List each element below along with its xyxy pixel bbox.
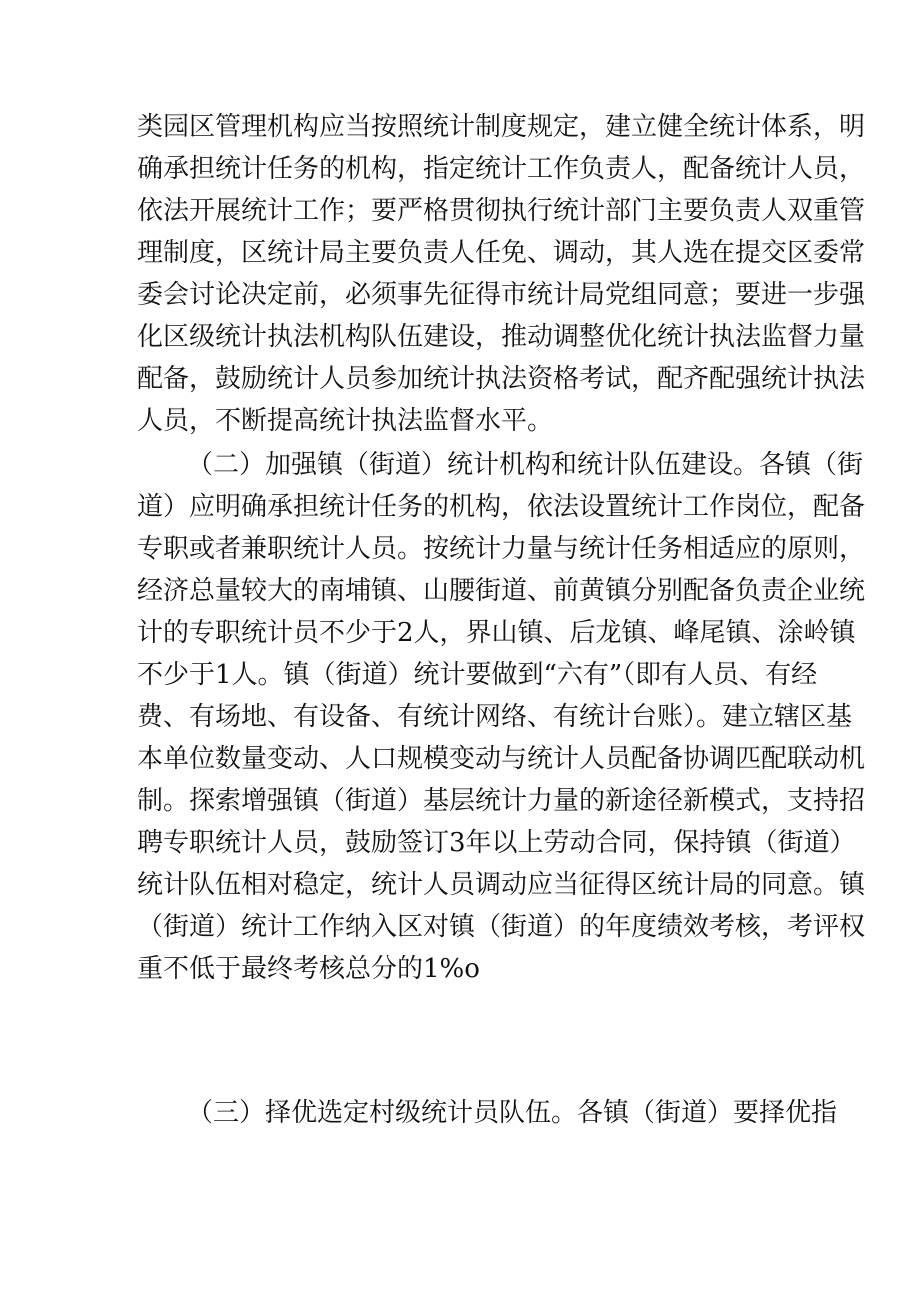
text-line: 确承担统计任务的机构，指定统计工作负责人，配备统计人员， <box>137 154 866 184</box>
text-line: 人员，不断提高统计执法监督水平。 <box>137 406 554 436</box>
text-line: 计的专职统计员不少于2人，界山镇、后龙镇、峰尾镇、涂岭镇 <box>137 618 856 648</box>
text-line: 不少于1人。镇（街道）统计要做到“六有”（即有人员、有经 <box>137 660 818 690</box>
paragraph-heading-line: （二）加强镇（街道）统计机构和统计队伍建设。各镇（街 <box>187 450 864 480</box>
text-line: 聘专职统计人员，鼓励签订3年以上劳动合同，保持镇（街道） <box>137 828 856 858</box>
text-line: 专职或者兼职统计人员。按统计力量与统计任务相适应的原则， <box>137 534 866 564</box>
text-line: 制。探索增强镇（街道）基层统计力量的新途径新模式，支持招 <box>137 786 866 816</box>
text-line: 道）应明确承担统计任务的机构，依法设置统计工作岗位，配备 <box>137 492 866 522</box>
text-line: 经济总量较大的南埔镇、山腰街道、前黄镇分别配备负责企业统 <box>137 576 866 606</box>
paragraph-heading-line: （三）择优选定村级统计员队伍。各镇（街道）要择优指 <box>187 1098 838 1128</box>
text-line: 类园区管理机构应当按照统计制度规定，建立健全统计体系，明 <box>137 112 866 142</box>
text-line: 配备，鼓励统计人员参加统计执法资格考试，配齐配强统计执法 <box>137 364 866 394</box>
text-line: 重不低于最终考核总分的1%o <box>137 954 480 984</box>
text-line: 理制度，区统计局主要负责人任免、调动，其人选在提交区委常 <box>137 238 866 268</box>
text-line: 依法开展统计工作；要严格贯彻执行统计部门主要负责人双重管 <box>137 196 866 226</box>
text-line: （街道）统计工作纳入区对镇（街道）的年度绩效考核，考评权 <box>137 912 866 942</box>
text-line: 费、有场地、有设备、有统计网络、有统计台账）。建立辖区基 <box>137 702 853 732</box>
text-line: 委会讨论决定前，必须事先征得市统计局党组同意；要进一步强 <box>137 280 866 310</box>
text-line: 化区级统计执法机构队伍建设，推动调整优化统计执法监督力量 <box>137 322 866 352</box>
text-line: 统计队伍相对稳定，统计人员调动应当征得区统计局的同意。镇 <box>137 870 866 900</box>
text-line: 本单位数量变动、人口规模变动与统计人员配备协调匹配联动机 <box>137 744 866 774</box>
